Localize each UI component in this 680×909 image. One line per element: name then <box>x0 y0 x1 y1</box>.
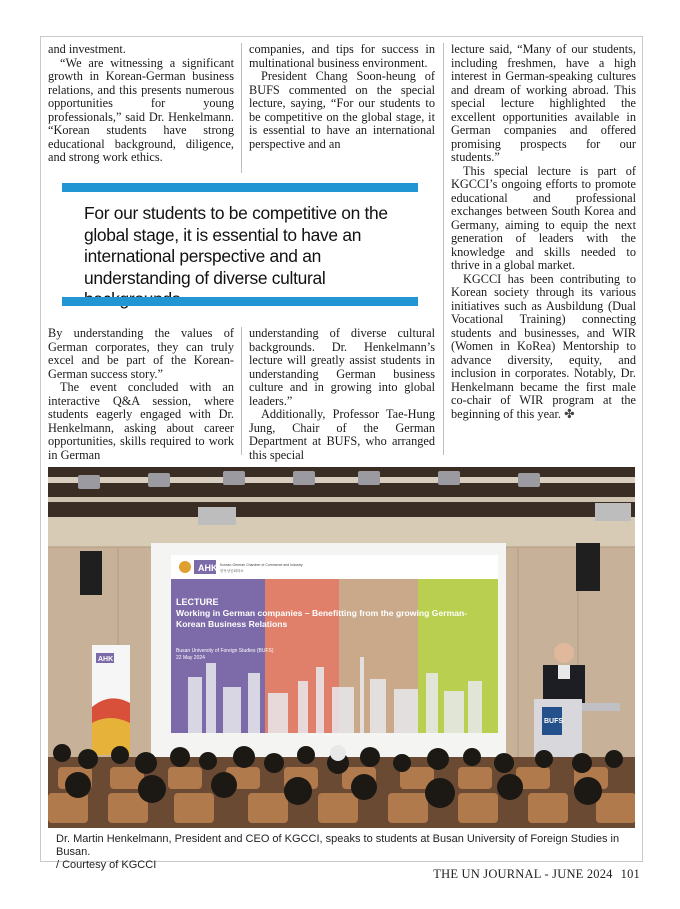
slide-title: Working in German companies – Benefitting from the growing German-Korean Business Relations <box>176 608 468 629</box>
page-number: 101 <box>620 867 640 881</box>
pull-quote-top-bar <box>62 183 418 192</box>
paragraph: and investment. <box>48 42 126 56</box>
slide-brand: AHK <box>198 563 218 573</box>
lecture-photo <box>48 467 635 828</box>
slide-brand-sub: Korean-German Chamber of Commerce and Industry <box>220 563 303 567</box>
paragraph: By understanding the values of German corporates, they can truly excel and be part of the Korean-German success story.” <box>48 326 234 381</box>
publication-name: THE UN JOURNAL - JUNE 2024 <box>433 867 613 881</box>
paragraph: This special lecture is part of KGCCI’s ongoing efforts to promote educational and professional exchanges between South Korea and Germany, aiming to equip the next generation of leaders with the knowledge and skills needed to thrive in a global market. <box>451 163 636 272</box>
paragraph: Additionally, Professor Tae-Hung Jung, Chair of the German Department at BUFS, who arranged this special <box>249 407 435 462</box>
article-column-2-bottom <box>249 327 435 462</box>
paragraph: “We are witnessing a significant growth in Korean-German business relations, and this presents numerous opportunities for young professionals,” said Dr. Henkelmann. “Korean students have strong educational background, diligence, and strong work ethics. <box>48 55 234 164</box>
article-column-1-top <box>48 43 234 165</box>
paragraph-text: KGCCI has been contributing to Korean society through its various initiatives such as Ausbildung (Dual Vocational Training) connecting students and businesses, and WIR (Women in KoRea) Mentorship to advance diversity, equity, and inclusion in corporates. Notably, Dr. Henkelmann became the first male co-chair of WIR program at the beginning of this year. <box>451 271 636 421</box>
article-column-2-top <box>249 43 435 151</box>
caption-line-1: Dr. Martin Henkelmann, President and CEO of KGCCI, speaks to students at Busan University of Foreign Studies in Busan. <box>56 833 620 858</box>
slide-subtitle: Busan University of Foreign Studies (BUFS) <box>176 648 274 654</box>
paragraph: companies, and tips for success in multinational business environment. <box>249 42 435 70</box>
column-divider <box>241 327 242 455</box>
pull-quote-bottom-bar <box>62 297 418 306</box>
podium-logo: BUFS <box>544 718 564 725</box>
slide-brand-sub-korean: 한독상공회의소 <box>220 569 244 573</box>
column-divider <box>241 43 242 173</box>
column-divider <box>443 43 444 455</box>
slide-kicker: LECTURE <box>176 597 219 607</box>
paragraph: lecture said, “Many of our students, including freshmen, have a high interest in German-speaking cultures and dream of working abroad. This special lecture highlighted the excellent opportunities available in German companies and offered promising prospects for our students.” <box>451 42 636 164</box>
page-footer <box>425 867 640 882</box>
pull-quote: For our students to be competitive on the global stage, it is essential to have an international perspective and an understanding of diverse cultural <box>84 203 388 288</box>
article-column-3 <box>451 43 636 421</box>
article-column-1-bottom <box>48 327 234 462</box>
paragraph: President Chang Soon-heung of BUFS commented on the special lecture, saying, “For our students to be competitive on the global stage, it is essential to have an international perspective and an <box>249 69 435 151</box>
caption-line-2: / Courtesy of KGCCI <box>56 859 157 871</box>
paragraph: The event concluded with an interactive Q&A session, where students eagerly engaged with Dr. Henkelmann, asking about career opportunities, skills required to work in German <box>48 380 234 462</box>
slide-date: 22 May 2024 <box>176 655 205 661</box>
banner-brand: AHK <box>98 656 114 663</box>
paragraph: understanding of diverse cultural backgrounds. Dr. Henkelmann’s lecture will greatly assist students in understanding German business culture and in growing into global leaders.” <box>249 326 435 408</box>
paragraph <box>451 273 636 422</box>
end-of-article-mark: ✤ <box>564 406 575 421</box>
